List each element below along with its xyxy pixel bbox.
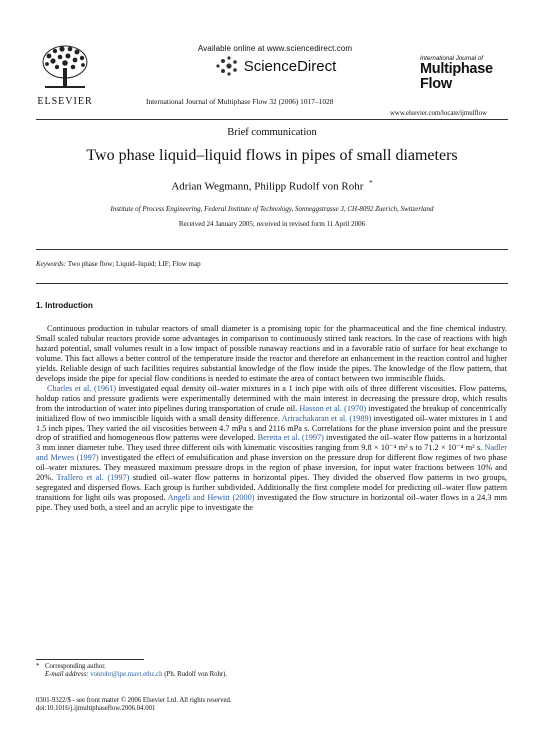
elsevier-tree-icon xyxy=(39,42,91,90)
footnote-corresponding xyxy=(36,663,227,671)
footnotes xyxy=(36,663,227,680)
paragraph-2 xyxy=(36,384,507,513)
journal-logo-small: International Journal of xyxy=(420,55,483,62)
article-type: Brief communication xyxy=(227,127,317,138)
available-online-text: Available online at www.sciencedirect.com xyxy=(197,44,353,53)
paragraph-text: investigated the oil–water flow patterns in a horizontal 3 mm inner diameter tube. They used three different oils with kinematic viscosities ranging from 9.8 × 10⁻⁴ m² s to 71.2 × 10⁻⁴ m² s. xyxy=(36,433,507,453)
email-owner: (Ph. Rudolf von Rohr). xyxy=(162,671,228,679)
header-divider xyxy=(36,119,508,120)
copyright-block xyxy=(36,697,232,714)
paragraph-text: investigated the flow structure in horizontal oil–water flows in a 24.3 mm pipe. They used both, a steel and an acrylic pipe to investigate the xyxy=(36,493,507,513)
sciencedirect-banner[interactable] xyxy=(170,44,380,77)
paragraph-text: investigated oil–water mixtures in 1 and 1.5 inch pipes. They varied the oil viscosities between 4.7 mPa s and 2116 mPa s. Correlations for the phase inversion point and the pressure drop of stratified and homogeneous flow patterns were developed. xyxy=(36,413,507,443)
paragraph-text: studied oil–water flow patterns in horizontal pipes. They divided the observed flow patterns in two groups, segregated and dispersed flows. Each group is further subdivided. Additionally the first complete model for predicting oil–water flow pattern transitions for light oils was proposed. xyxy=(36,473,507,503)
sciencedirect-dots-icon xyxy=(214,55,240,77)
citation-link[interactable]: Nadler and Mewes (1997) xyxy=(36,443,507,463)
elsevier-logo[interactable] xyxy=(36,42,94,107)
copyright-line: 0301-9322/$ - see front matter © 2006 Elsevier Ltd. All rights reserved. xyxy=(36,697,232,704)
paragraph-text: investigated equal density oil–water mixtures in a 1 inch pipe with oils of three different viscosities. Flow patterns, holdup ratios and pressure gradients were experimentally determined with the main interest in decreasing the pressure drop, which results from the introduction of water into pipelines during transportation of crude oil. xyxy=(36,383,507,413)
keywords-line xyxy=(36,260,201,268)
footnote-divider xyxy=(36,659,144,660)
footnote-text: Corresponding author. xyxy=(45,663,106,670)
journal-logo-line2: Flow xyxy=(420,75,452,92)
sciencedirect-wordmark: ScienceDirect xyxy=(243,57,337,75)
body-text xyxy=(36,324,507,513)
affiliation: Institute of Process Engineering, Federal Institute of Technology, Sonneggstrasse 3, CH-8092 Zuerich, Switzerland xyxy=(110,205,434,213)
author-names: Adrian Wegmann, Philipp Rudolf von Rohr xyxy=(171,180,364,193)
footnote-email xyxy=(36,671,227,679)
citation-link[interactable]: Arirachakaran et al. (1989) xyxy=(281,413,372,423)
article-title: Two phase liquid–liquid flows in pipes of small diameters xyxy=(86,147,458,164)
journal-url-link[interactable]: www.elsevier.com/locate/ijmulflow xyxy=(390,110,487,117)
sciencedirect-logo xyxy=(170,55,380,77)
journal-reference: International Journal of Multiphase Flow 32 (2006) 1017–1028 xyxy=(146,97,334,106)
author-footnote-mark[interactable]: * xyxy=(369,179,373,187)
paragraph-1: Continuous production in tubular reactors of small diameter is a promising topic for the pharmaceutical and the fine chemical industry. Small scaled tubular reactors provide some advantages in comparison to continuously stirred tank reactors. In the case of reactions with high hazard potential, small volumes result in a low impact of possible runaway reactions and in a favorable ratio of surface for heat exchange to volume. This fact allows a better control of the temperature inside the reactor and therefore an enhancement in the reaction control and higher yields. Reliable design of such facilities requires substantial knowledge of the flow inside the pipes. The knowledge of the flow pattern, that develops inside the pipe for special flow conditions is needed to estimate the area of contact between two immiscible fluids. xyxy=(36,324,507,383)
citation-link[interactable]: Angeli and Hewitt (2000) xyxy=(167,493,255,503)
journal-logo-line1: Multiphase xyxy=(420,61,493,78)
doi-link[interactable]: doi:10.1016/j.ijmultiphaseflow.2006.04.001 xyxy=(36,705,156,713)
keywords-top-divider xyxy=(36,249,508,250)
citation-link[interactable]: Hasson et al. (1970) xyxy=(299,403,367,413)
received-dates: Received 24 January 2005; received in revised form 11 April 2006 xyxy=(178,220,366,228)
paragraph-text: investigated the breakup of concentrically initialized flow of two immiscible liquids with a small density difference. xyxy=(36,403,507,423)
email-link[interactable]: vonrohr@ipe.mavt.ethz.ch xyxy=(90,671,163,679)
keywords-label: Keywords: xyxy=(36,260,67,268)
paragraph-text: investigated the effect of emulsification and phase inversion on the pressure drop for different flow regimes of two phase oil–water mixtures. They measured maximum pressure drops in the region of phase inversion, for input water fractions between 10% and 20%. xyxy=(36,453,507,483)
journal-logo[interactable] xyxy=(420,56,520,91)
author-line xyxy=(0,179,544,193)
citation-link[interactable]: Trallero et al. (1997) xyxy=(56,473,130,483)
citation-link[interactable]: Charles et al. (1961) xyxy=(47,383,117,393)
citation-link[interactable]: Beretta et al. (1997) xyxy=(257,433,324,443)
keywords-list: Two phase flow; Liquid–liquid; LIF; Flow map xyxy=(67,260,201,268)
footnote-mark: * xyxy=(36,663,40,670)
keywords-bottom-divider xyxy=(36,283,508,284)
elsevier-wordmark: ELSEVIER xyxy=(37,96,93,107)
email-label: E-mail address: xyxy=(45,671,89,679)
section-heading: 1. Introduction xyxy=(36,301,93,310)
